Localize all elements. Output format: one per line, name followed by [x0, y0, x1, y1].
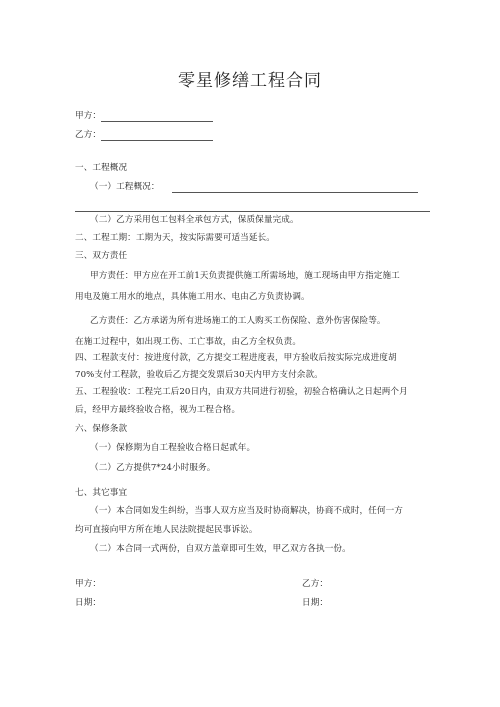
overview-continuation-line: [75, 211, 430, 212]
section-7-item-1-line-2: 均可直接向甲方所在地人民法院提起民事诉讼。: [75, 525, 258, 535]
section-3-party-a-line-2: 用电及施工用水的地点，具体施工用水、电由乙方负责协调。: [75, 292, 310, 302]
party-a-line: [75, 110, 213, 122]
section-4-line-2: 70%支付工程款，验收后乙方提交发票后30天内甲方支付余款。: [75, 370, 323, 380]
section-5-line-1: 五、工程验收：工程完工后20日内，由双方共同进行初验，初验合格确认之日起两个月: [75, 387, 408, 397]
party-a-blank[interactable]: [101, 111, 213, 122]
party-b-label: 乙方：: [75, 130, 102, 140]
section-7-heading: 七、其它事宜: [75, 488, 128, 498]
section-2: 二、工程工期：工期为天，按实际需要可适当延长。: [75, 233, 275, 243]
section-7-item-2: （二）本合同一式两份，自双方盖章即可生效，甲乙双方各执一份。: [90, 544, 351, 554]
section-3-party-b-line-1: 乙方责任：乙方承诺为所有进场施工的工人购买工伤保险、意外伤害保险等。: [90, 316, 386, 326]
section-7-item-1-line-1: （一）本合同如发生纠纷，当事人双方应当及时协商解决，协商不成时，任何一方: [90, 506, 403, 516]
section-1-item-2: （二）乙方采用包工包料全承包方式，保质保量完成。: [90, 215, 299, 225]
section-1-item-1: [90, 181, 418, 193]
section-4-line-1: 四、工程款支付：按进度付款，乙方提交工程进度表，甲方验收后按实际完成进度胡: [75, 353, 397, 363]
page-title: 零星修缮工程合同: [178, 71, 322, 91]
section-3-party-b-line-2: 在施工过程中，如出现工伤、工亡事故，由乙方全权负责。: [75, 337, 302, 347]
section-6-item-1: （一）保修期为自工程验收合格日起贰年。: [90, 443, 256, 453]
section-5-line-2: 后，经甲方最终验收合格，视为工程合格。: [75, 405, 241, 415]
party-b-blank[interactable]: [101, 130, 213, 141]
signature-party-a: 甲方：: [75, 579, 102, 589]
party-b-line: [75, 129, 213, 141]
project-overview-blank[interactable]: [172, 182, 418, 193]
signature-party-b: 乙方：: [302, 579, 329, 589]
section-1-item-1-label: （一）工程概况：: [90, 182, 160, 192]
section-6-heading: 六、保修条款: [75, 424, 128, 434]
section-6-item-2: （二）乙方提供7*24小时服务。: [90, 463, 216, 473]
section-3-heading: 三、双方责任: [75, 251, 128, 261]
section-1-heading: 一、工程概况: [75, 163, 128, 173]
date-party-b: 日期：: [302, 598, 329, 608]
party-a-label: 甲方：: [75, 111, 102, 121]
section-3-party-a-line-1: 甲方责任：甲方应在开工前1天负责提供施工所需场地，施工现场由甲方指定施工: [90, 271, 400, 281]
date-party-a: 日期：: [75, 598, 102, 608]
